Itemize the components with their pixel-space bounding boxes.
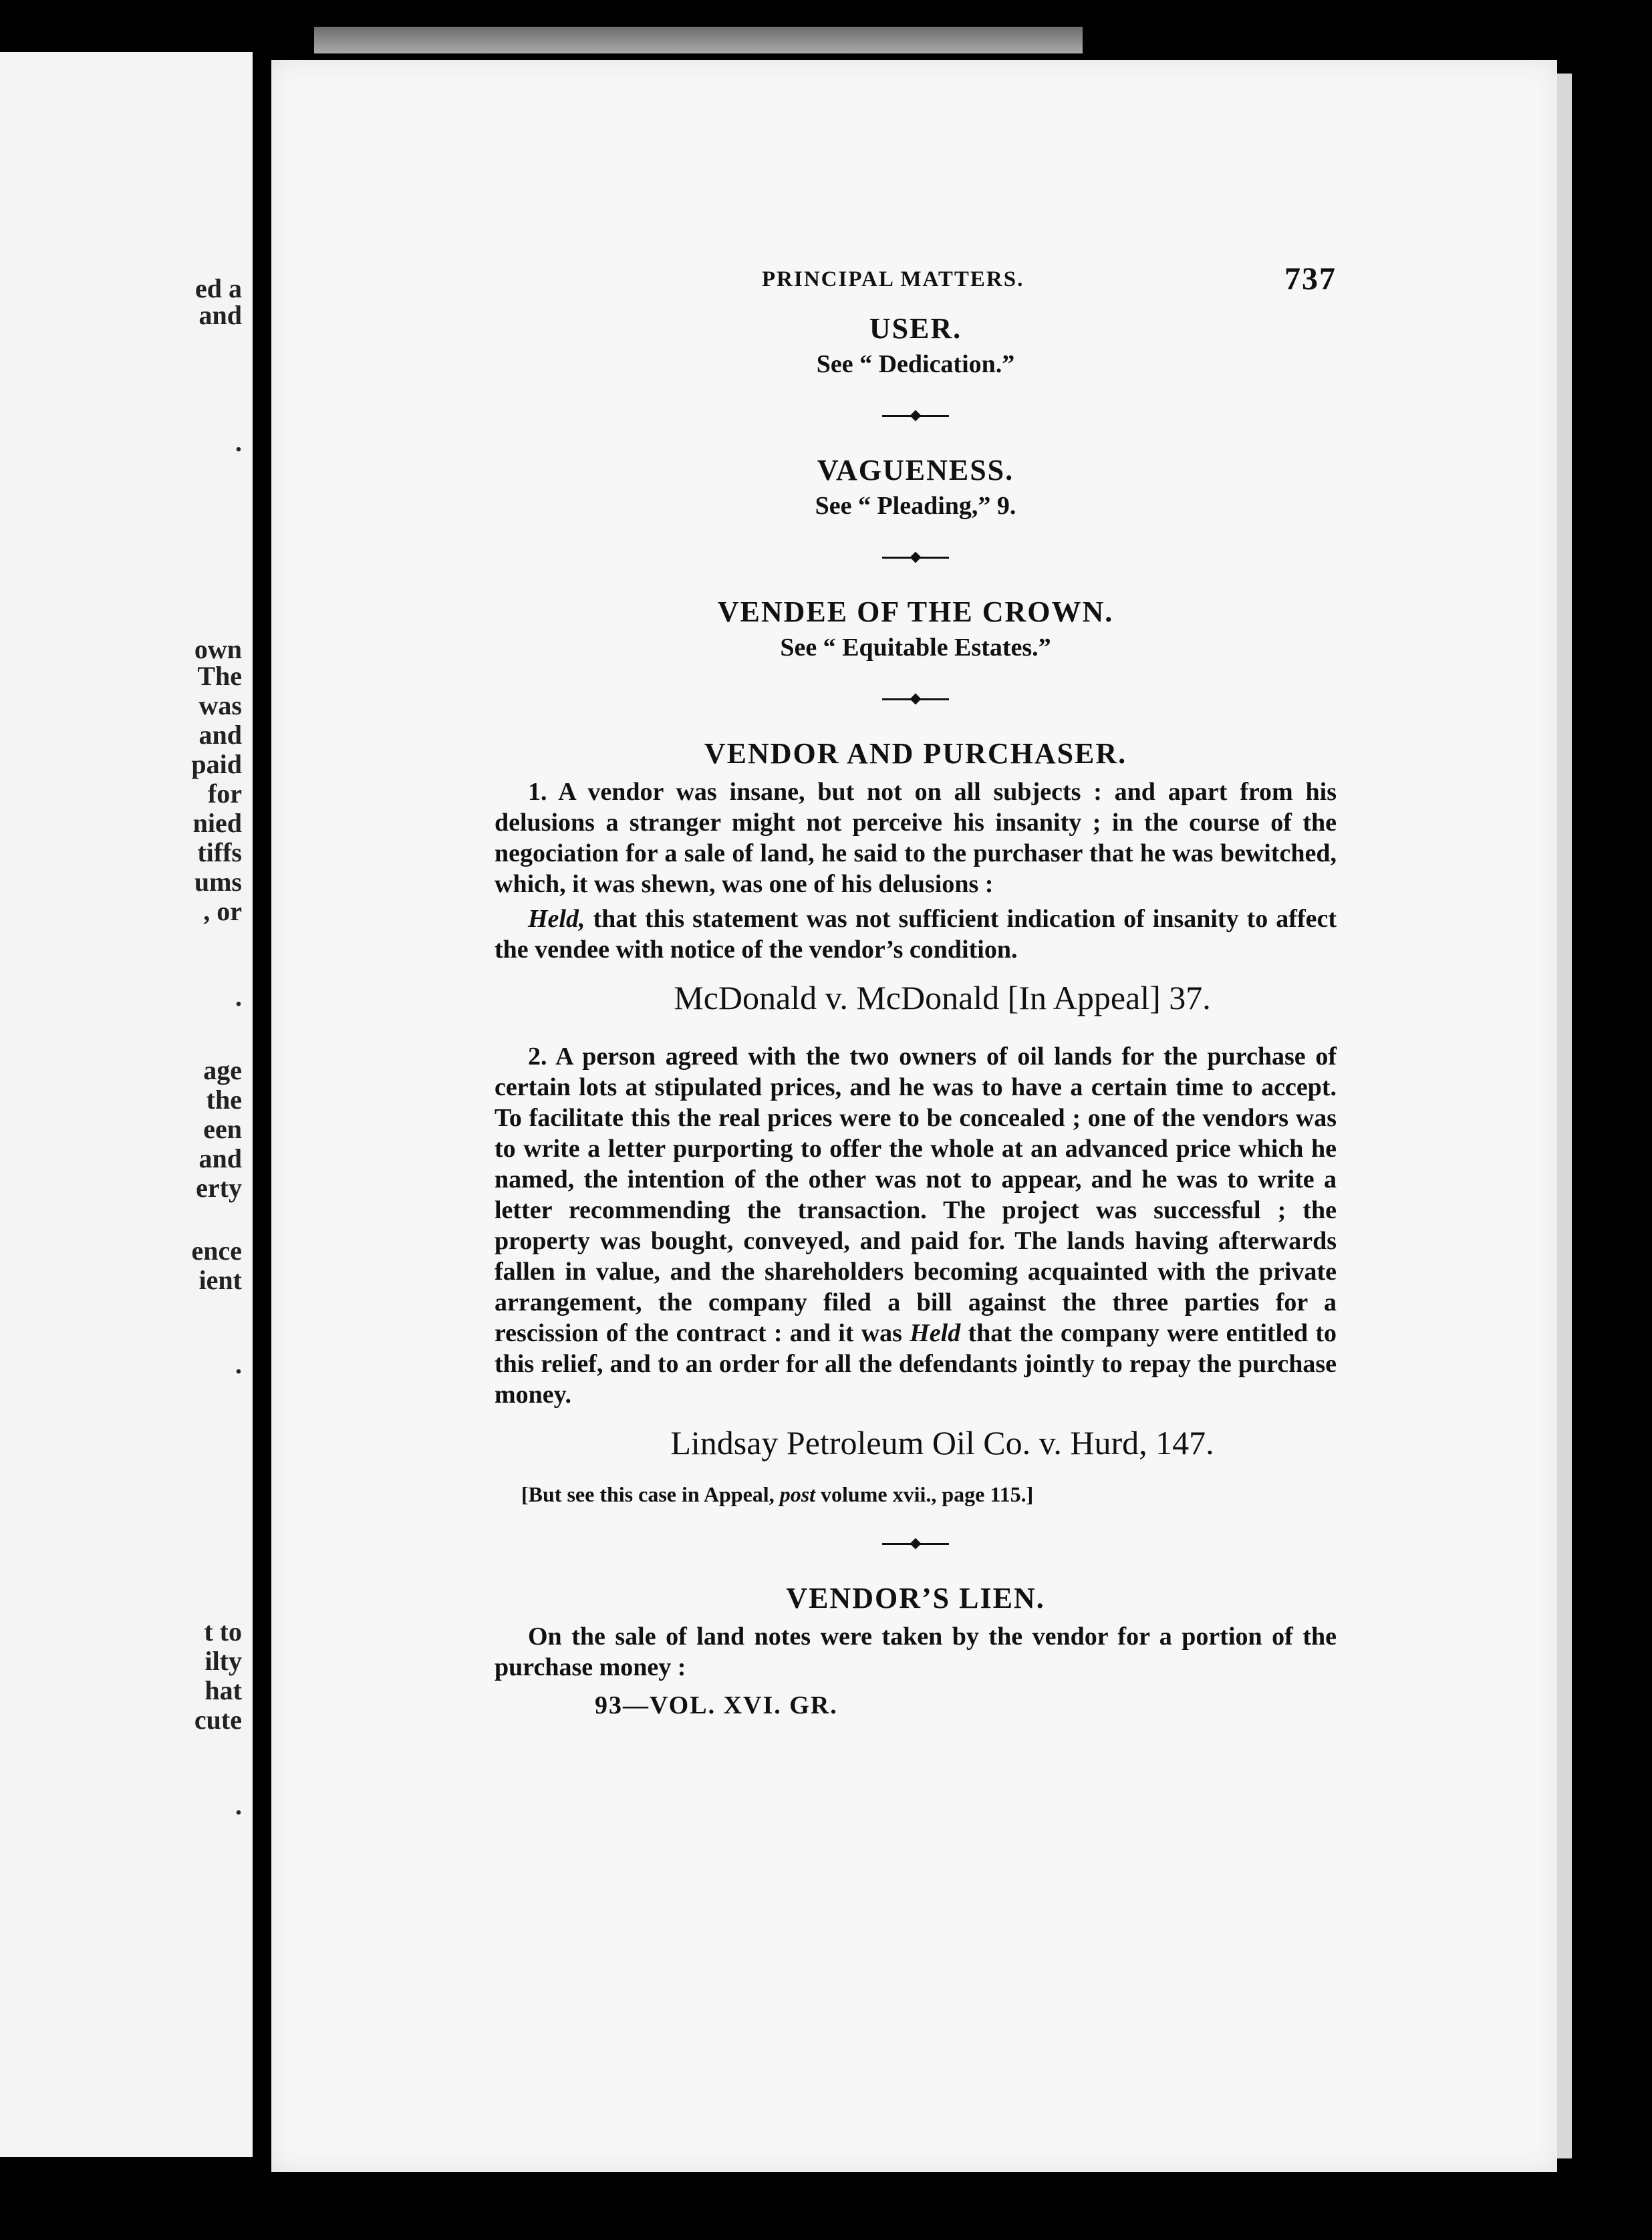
case-citation-lindsay: Lindsay Petroleum Oil Co. v. Hurd, 147. xyxy=(670,1424,1214,1461)
left-page-text-fragment: cute xyxy=(194,1705,242,1735)
held-text: that this statement was not sufficient indication of insanity to affect the vendee with notice of the vendor’s condition. xyxy=(495,905,1337,964)
paragraph-2-text: 2. A person agreed with the two owners of oil lands for the purchase of certain lots at stipulated prices, and he was to have a certain time to accept. To facilitate this the real prices were to be concealed ; one of the vendors was to write a letter purporting to offer the whole at an advanced price which he named, the intention of the other was not to appear, and he was to write a letter recommending the transaction. The project was successful ; the property was bought, conveyed, and paid for. The lands having afterwards fallen in value, and the shareholders becoming acquainted with the private arrangement, the company filed a bill against the three parties for a rescission of the contract : and it was xyxy=(495,1042,1337,1347)
signature-mark: 93—VOL. XVI. GR. xyxy=(595,1691,838,1719)
see-equitable-estates: See “ Equitable Estates.” xyxy=(780,634,1051,662)
left-page-text-fragment: age xyxy=(203,1055,242,1085)
case-citation-mcdonald: McDonald v. McDonald [In Appeal] 37. xyxy=(674,979,1211,1016)
appeal-note-text: [But see this case in Appeal, xyxy=(521,1482,780,1506)
left-page-text-fragment: tiffs xyxy=(197,837,242,867)
left-page-text-fragment: the xyxy=(206,1085,242,1115)
left-page-text-fragment: The xyxy=(197,661,242,691)
left-page-text-fragment: ence xyxy=(191,1236,242,1266)
left-page-text-fragment: and xyxy=(198,720,242,750)
left-page-text-fragment: and xyxy=(198,1143,242,1173)
left-page-text-fragment: . xyxy=(235,427,242,457)
left-page-text-fragment: . xyxy=(235,982,242,1012)
top-page-strip xyxy=(314,27,1083,53)
heading-vendor-and-purchaser: VENDOR AND PURCHASER. xyxy=(704,737,1127,770)
left-page-text-fragment: erty xyxy=(196,1173,242,1203)
left-page-text-fragment: for xyxy=(207,779,242,809)
left-page-text-fragment: nied xyxy=(192,808,242,838)
heading-user: USER. xyxy=(869,312,962,345)
separator xyxy=(882,551,949,564)
left-page-text-fragment: ilty xyxy=(204,1646,242,1676)
separator xyxy=(882,1537,949,1550)
running-title: PRINCIPAL MATTERS. xyxy=(762,267,1024,291)
see-pleading: See “ Pleading,” 9. xyxy=(815,492,1016,520)
paragraph-2-text-end: that the company were entitled to this relief, and to an order for all the defendants jointly to repay the purchase money. xyxy=(495,1319,1337,1409)
running-head xyxy=(495,261,1337,303)
see-dedication: See “ Dedication.” xyxy=(816,350,1015,378)
separator xyxy=(882,692,949,706)
left-page-text-fragment: ed a xyxy=(195,273,242,303)
paragraph-2 xyxy=(495,1041,1337,1410)
left-page-text-fragment: t to xyxy=(204,1617,242,1647)
paragraph-lien: On the sale of land notes were taken by the vendor for a portion of the purchase money : xyxy=(495,1623,1337,1681)
left-page-text-fragment: paid xyxy=(191,749,242,779)
heading-vendors-lien: VENDOR’S LIEN. xyxy=(786,1582,1045,1615)
left-page-text-fragment: ient xyxy=(198,1265,242,1295)
book-spine xyxy=(253,0,271,2240)
paragraph-1: 1. A vendor was insane, but not on all subjects : and apart from his delusions a stranger might not perceive his insanity ; in the course of the negociation for a sale of land, he said to the purchaser that he was bewitched, which, it was shewn, was one of his delusions : xyxy=(495,778,1337,898)
heading-vendee-of-the-crown: VENDEE OF THE CROWN. xyxy=(717,595,1114,628)
left-page-text-fragment: was xyxy=(198,690,242,720)
left-page-text-fragment: . xyxy=(235,1349,242,1379)
left-page-text-fragment: een xyxy=(203,1114,242,1144)
left-page-text-fragment: hat xyxy=(204,1675,242,1705)
left-page-text-fragment: ums xyxy=(194,867,242,897)
left-page-text-fragment: . xyxy=(235,1790,242,1820)
page-number: 737 xyxy=(1284,261,1337,297)
left-page xyxy=(0,52,253,2157)
heading-vagueness: VAGUENESS. xyxy=(817,454,1014,486)
appeal-note xyxy=(521,1480,1337,1509)
held-word: Held, xyxy=(528,905,585,933)
page-edge xyxy=(1557,74,1572,2158)
left-page-text-fragment: own xyxy=(194,634,242,664)
appeal-note-text-end: volume xvii., page 115.] xyxy=(815,1482,1034,1506)
separator xyxy=(882,409,949,422)
appeal-note-post: post xyxy=(779,1482,816,1506)
left-page-text-fragment: and xyxy=(198,300,242,330)
left-page-text-fragment: , or xyxy=(203,896,242,926)
held-word: Held xyxy=(910,1319,961,1347)
page-content xyxy=(495,261,1337,1720)
paragraph-1-held xyxy=(495,903,1337,965)
